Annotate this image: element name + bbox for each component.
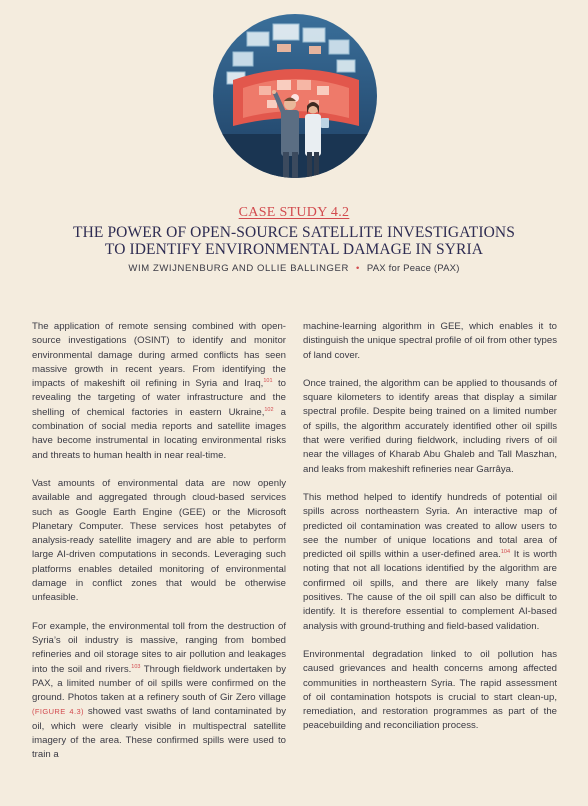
paragraph: Vast amounts of environmental data are now openly available and aggregated through cloud-based services such as Google Earth Engine (GEE) or the Microsoft Planetary Computer. These services host petabytes of analysis-ready satellite imagery and are able to perform large AI-driven computations in seconds. Leveraging such platforms enables detailed monitoring of environmental damage in conflict zones that would be otherwise unfeasible. xyxy=(32,477,286,604)
paragraph: This method helped to identify hundreds of potential oil spills across northeastern Syria. An interactive map of predicted oil contamination was created to allow users to see the number of unique locations and total area of predicted oil spills within a user-defined area.$^{104}$ It is worth noting that not all locations identified by the algorithm are confirmed oil spills, and there are likely many false positives. The cause of the oil spill can also be difficult to identify. It is therefore essential to complement AI-based analysis with ground-truthing and field-based validation. xyxy=(303,491,557,632)
footnote-ref[interactable]: 103 xyxy=(131,663,141,670)
bullet-separator: • xyxy=(355,263,360,274)
right-column xyxy=(303,320,557,748)
footnote-ref[interactable]: 104 xyxy=(500,548,511,555)
footnote-ref[interactable]: 101 xyxy=(263,378,273,384)
paragraph: Environmental degradation linked to oil pollution has caused grievances and health concerns among affected communities in northeastern Syria. The rapid assessment of oil contamination hotspots is crucial to start clean-up, remediation, and restoration programmes as part of the peacebuilding and reconciliation process. xyxy=(303,648,557,732)
case-study-label: CASE STUDY 4.2 xyxy=(238,205,350,220)
figure-reference[interactable]: (FIGURE 4.3) xyxy=(32,707,84,717)
case-study-title xyxy=(0,224,588,258)
organization: PAX for Peace (PAX) xyxy=(366,263,460,274)
title-line-1: THE POWER OF OPEN-SOURCE SATELLITE INVESTIGATIONS xyxy=(73,224,515,241)
byline xyxy=(0,263,588,274)
footnote-ref[interactable]: 102 xyxy=(264,406,274,413)
paragraph: Once trained, the algorithm can be applied to thousands of square kilometers to identify areas that display a similar spectral profile. Despite being trained on a limited number of spills, the algorithm accurately identified other oil spills that were verified during fieldwork, including rivers of oil near the villages of Kharab Abu Ghaleb and Tall Maszhan, and leaks from makeshift refineries near Garrâya. xyxy=(303,377,557,475)
satellite-analysts-illustration xyxy=(213,14,377,178)
case-study-heading xyxy=(0,205,588,274)
paragraph: The application of remote sensing combined with open-source investigations (OSINT) to identify and monitor environmental damage during armed conflicts has seen massive growth in recent years. From identifying the impacts of makeshift oil refining in Syria and Iraq,$^{101}$ to revealing the targeting of water infrastructure and the shelling of chemical factories in eastern Ukraine,$^{102}$ a combination of social media reports and satellite images have become instrumental in locating environmental risks and threats to human health in near real-time. xyxy=(32,321,287,461)
left-column xyxy=(32,320,286,777)
authors: WIM ZWIJNENBURG AND OLLIE BALLINGER xyxy=(128,263,349,274)
title-line-2: TO IDENTIFY ENVIRONMENTAL DAMAGE IN SYRIA xyxy=(104,241,484,258)
paragraph: For example, the environmental toll from the destruction of Syria’s oil industry is massive, ranging from bombed refineries and oil storage sites to air pollution and leakages into the soil and rivers.$^{103}$ Through fieldwork undertaken by PAX, a limited number of oil spills were confirmed on the ground. Photos taken at a refinery south of Gir Zero village (FIGURE 4.3) showed vast swaths of land contaminated by oil, which were clearly visible in multispectral satellite imagery of the area. These confirmed spills were used to train a xyxy=(32,620,287,761)
paragraph: machine-learning algorithm in GEE, which enables it to distinguish the unique spectral profile of oil from other types of land cover. xyxy=(303,321,557,361)
